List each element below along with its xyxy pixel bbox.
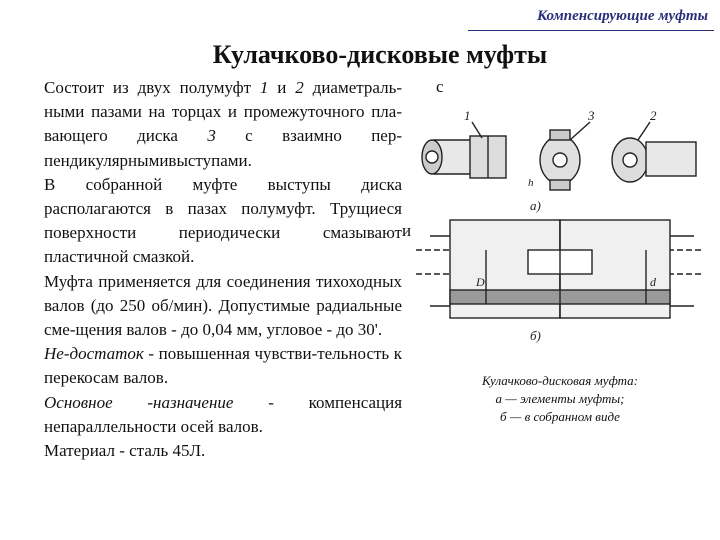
caption-line-1: Кулачково-дисковая муфта:	[481, 373, 639, 388]
caption-line-2: а — элементы муфты;	[495, 391, 625, 406]
section-header: Компенсирующие муфты	[536, 8, 708, 24]
paragraph-assembly: В собранной муфте выступы диска располагаются в пазах полумуфт. Трущиеся поверхности периодически смазывают пластичной смазкой.	[44, 174, 402, 267]
overflow-letter-i: и	[402, 221, 412, 240]
description-text	[44, 76, 402, 463]
label-D: D	[476, 275, 485, 289]
coupling-assembled-drawing	[416, 220, 704, 318]
page-title: Кулачково-дисковые муфты	[212, 40, 548, 69]
header-underline	[468, 30, 714, 31]
paragraph-purpose	[44, 391, 402, 439]
drawback-label: Не-достаток	[44, 344, 144, 364]
paragraph-structure	[44, 76, 402, 173]
label-b: б)	[530, 328, 541, 343]
drawback-text: - повышенная чувстви-тельность к перекосам валов.	[44, 344, 402, 388]
purpose-text: - компенсация непараллельности осей валов.	[44, 392, 403, 436]
label-2: 2	[650, 108, 657, 123]
paragraph-application: Муфта применяется для соединения тихоходных валов (до 250 об/мин). Допустимые радиальные сме-щения валов - до 0,04 мм, угловое - до 30'.	[44, 271, 402, 340]
figure-caption	[430, 372, 690, 426]
label-3: 3	[588, 108, 595, 123]
structure-text: Состоит из двух полумуфт 1 и 2 диаметраль-ными пазами на торцах и промежуточного пла-вающего диска 3 с взаимно пер-пендикулярнымивыступами.	[44, 78, 402, 170]
label-d: d	[650, 275, 656, 289]
overflow-letter-s: с	[436, 77, 444, 96]
paragraph-drawback	[44, 342, 402, 390]
purpose-label: Основное -назначение	[44, 392, 234, 412]
coupling-drawing	[410, 100, 710, 370]
caption-line-3: б — в собранном виде	[500, 409, 620, 424]
label-a: а)	[530, 198, 541, 213]
label-h: h	[528, 177, 534, 189]
label-1: 1	[464, 108, 471, 123]
paragraph-material: Материал - сталь 45Л.	[44, 441, 206, 461]
coupling-elements-drawing	[422, 122, 696, 190]
